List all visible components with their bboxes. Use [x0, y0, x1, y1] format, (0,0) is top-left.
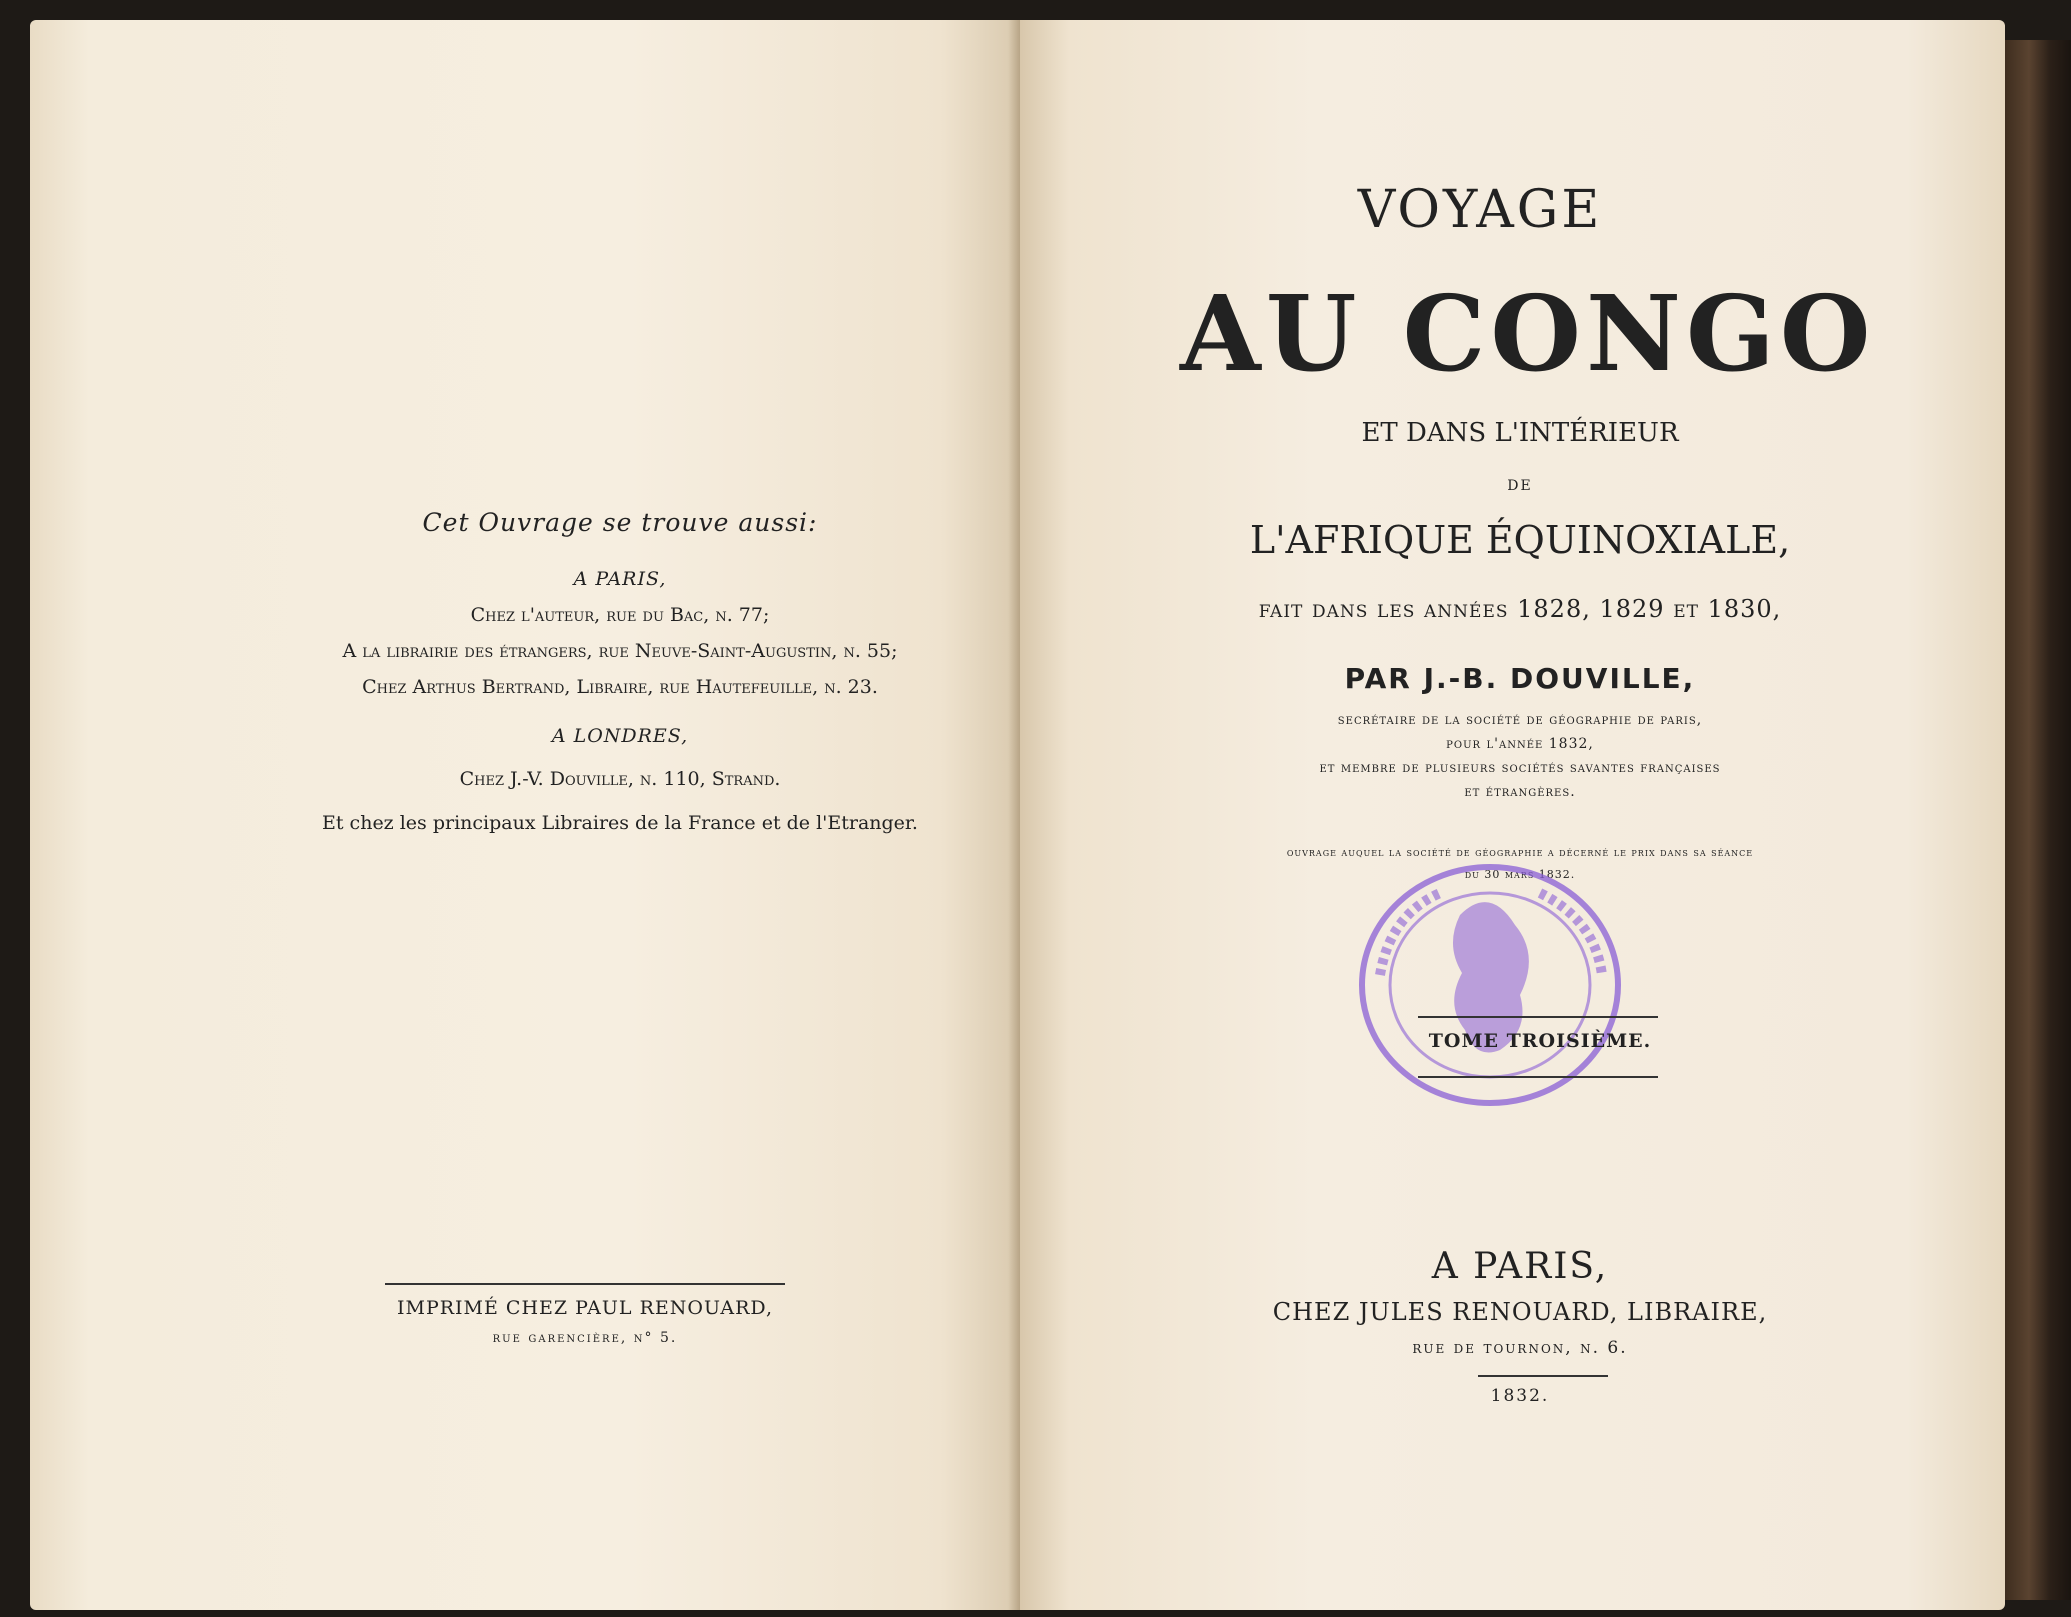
londres-label: A LONDRES,: [551, 725, 689, 747]
right-page: [1020, 20, 2005, 1610]
author-title-line: pour l'année 1832,: [1446, 736, 1594, 752]
address-line: Chez Arthus Bertrand, Libraire, rue Hautefeuille, n. 23.: [362, 676, 878, 698]
address-line: A la librairie des étrangers, rue Neuve-Saint-Augustin, n. 55;: [342, 640, 898, 662]
publication-place: A PARIS,: [1431, 1246, 1609, 1287]
ornament-rule-bottom: [1418, 1076, 1658, 1078]
paris-label: A PARIS,: [573, 568, 667, 590]
subtitle-line: ET DANS L'INTÉRIEUR: [1361, 418, 1679, 448]
volume-label: TOME TROISIÈME.: [1428, 1030, 1652, 1052]
subtitle-line: L'AFRIQUE ÉQUINOXIALE,: [1249, 518, 1791, 562]
printer-line: IMPRIMÉ CHEZ PAUL RENOUARD,: [397, 1297, 773, 1319]
author-title-line: et étrangères.: [1464, 784, 1576, 800]
prize-note-line: du 30 mars 1832.: [1464, 868, 1576, 881]
years-line: fait dans les années 1828, 1829 et 1830,: [1258, 595, 1782, 623]
publisher-line: CHEZ JULES RENOUARD, LIBRAIRE,: [1272, 1298, 1768, 1326]
printer-address: rue garencière, n° 5.: [492, 1330, 678, 1346]
author-title-line: et membre de plusieurs sociétés savantes françaises: [1319, 760, 1721, 776]
closing-line: Et chez les principaux Libraires de la France et de l'Etranger.: [322, 812, 918, 834]
subtitle-connector: DE: [1507, 478, 1533, 494]
ornament-rule-top: [1418, 1016, 1658, 1018]
author-title-line: secrétaire de la société de géographie de paris,: [1337, 712, 1703, 728]
londres-address: Chez J.-V. Douville, n. 110, Strand.: [459, 768, 781, 790]
author-line: PAR J.-B. DOUVILLE,: [1344, 662, 1696, 695]
publication-year: 1832.: [1490, 1386, 1550, 1406]
title-line: VOYAGE: [1357, 180, 1603, 240]
address-line: Chez l'auteur, rue du Bac, n. 77;: [470, 604, 770, 626]
year-rule: [1478, 1375, 1608, 1377]
main-title: AU CONGO: [1180, 272, 1876, 395]
publisher-address: rue de tournon, n. 6.: [1412, 1338, 1628, 1358]
book-cover-edge: [2001, 40, 2071, 1600]
availability-heading: Cet Ouvrage se trouve aussi:: [422, 508, 818, 537]
prize-note-line: ouvrage auquel la société de géographie a décerné le prix dans sa séance: [1286, 846, 1754, 859]
printer-rule: [385, 1283, 785, 1285]
